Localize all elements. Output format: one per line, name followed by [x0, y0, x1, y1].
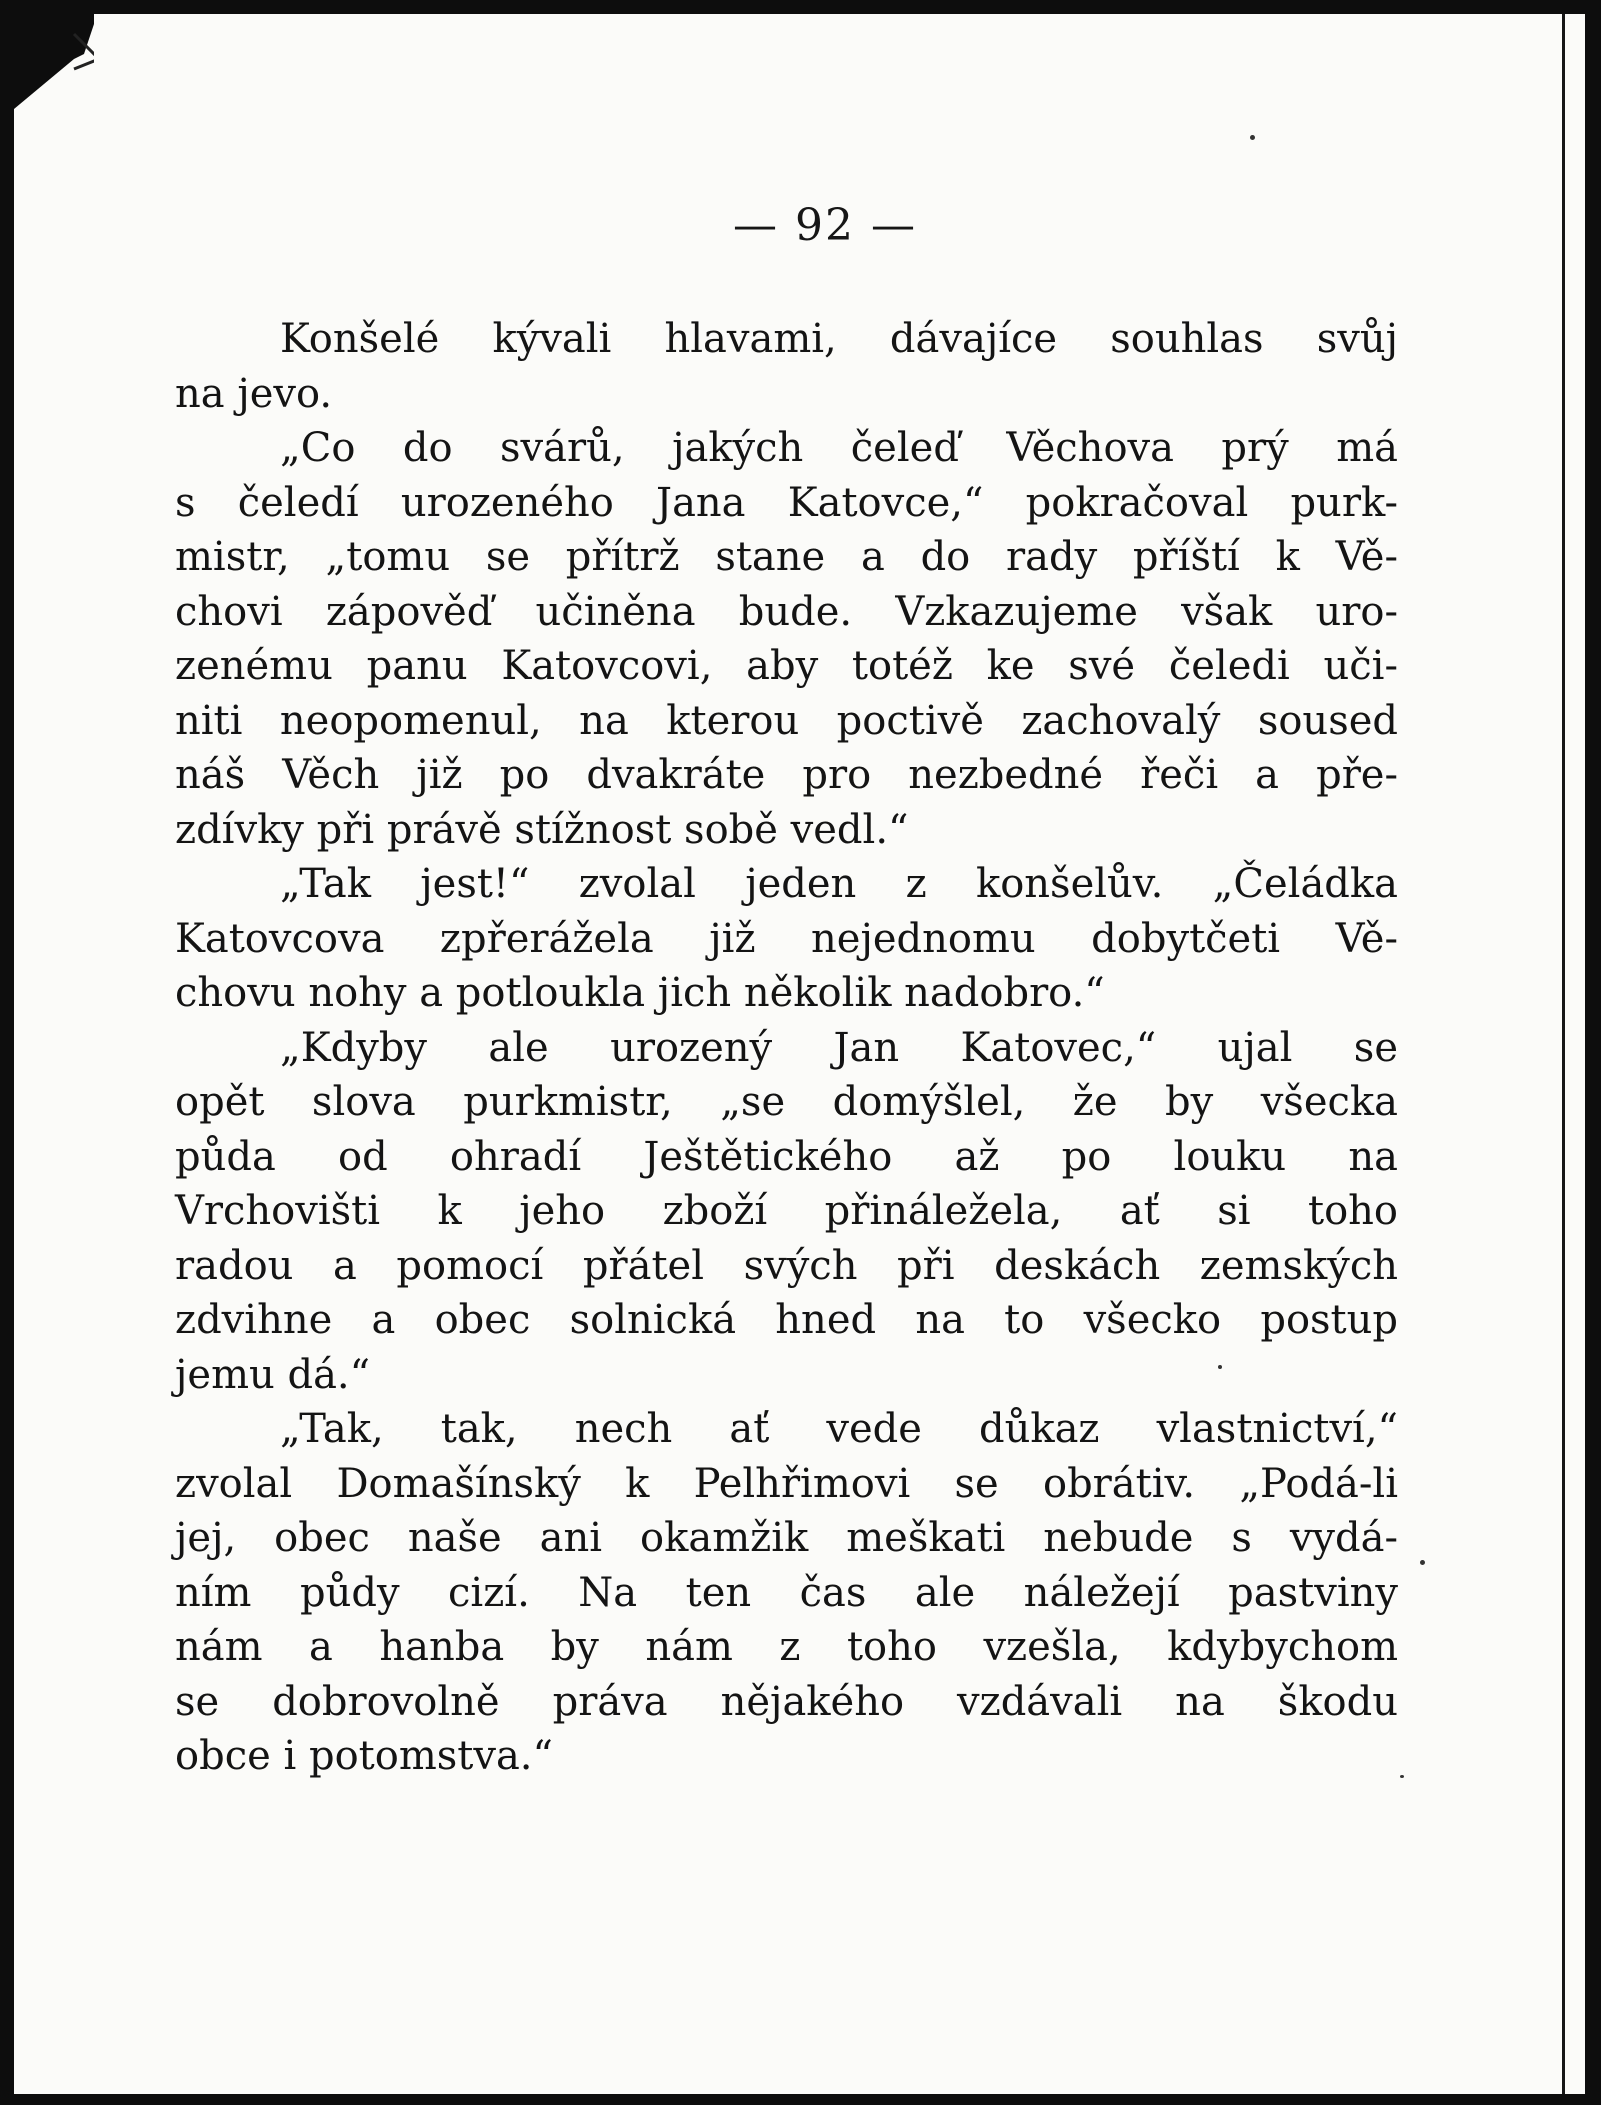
- text-line: zenému panu Katovcovi, aby totéž ke své čeledi uči-: [175, 643, 1398, 689]
- text-line: chovi zápověď učiněna bude. Vzkazujeme však uro-: [175, 588, 1398, 635]
- scan-speck: [1250, 135, 1255, 140]
- text-line: zvolal Domašínský k Pelhřimovi se obrátiv. „Podá-li: [175, 1460, 1398, 1507]
- scan-speck: [1218, 1365, 1222, 1369]
- text-line: radou a pomocí přátel svých při deskách zemských: [175, 1242, 1398, 1289]
- page-number: — 92 —: [733, 200, 917, 251]
- text-line: „Tak, tak, nech ať vede důkaz vlastnictví,“: [280, 1406, 1398, 1452]
- text-line: ním půdy cizí. Na ten čas ale náležejí pastviny: [175, 1569, 1398, 1616]
- text-line: zdvihne a obec solnická hned na to všecko postup: [175, 1297, 1398, 1343]
- scan-speck: [1420, 1560, 1425, 1565]
- text-line: mistr, „tomu se přítrž stane a do rady příští k Vě-: [175, 534, 1398, 580]
- text-line: „Co do svárů, jakých čeleď Věchova prý má: [280, 425, 1398, 471]
- text-line: nám a hanba by nám z toho vzešla, kdybychom: [175, 1624, 1398, 1670]
- text-line: Konšelé kývali hlavami, dávajíce souhlas svůj: [280, 316, 1398, 362]
- page-corner-fold: [14, 14, 94, 109]
- text-line: na jevo.: [175, 370, 333, 417]
- body-text: [175, 312, 1398, 1784]
- text-line: s čeledí urozeného Jana Katovce,“ pokračoval purk-: [175, 479, 1398, 526]
- page-right-edge: [1562, 14, 1585, 2094]
- text-line: obce i potomstva.“: [175, 1733, 553, 1779]
- text-line: Katovcova zpřerážela již nejednomu dobytčeti Vě-: [175, 915, 1398, 962]
- text-line: půda od ohradí Ještětického až po louku na: [175, 1133, 1398, 1180]
- text-line: „Tak jest!“ zvolal jeden z konšelův. „Čeládka: [280, 861, 1398, 907]
- text-line: niti neopomenul, na kterou poctivě zachovalý soused: [175, 697, 1398, 744]
- text-line: náš Věch již po dvakráte pro nezbedné řeči a pře-: [175, 752, 1398, 798]
- text-line: „Kdyby ale urozený Jan Katovec,“ ujal se: [280, 1024, 1398, 1071]
- text-line: jej, obec naše ani okamžik meškati nebude s vydá-: [175, 1515, 1398, 1561]
- text-line: jemu dá.“: [175, 1351, 371, 1398]
- text-line: Vrchovišti k jeho zboží přináležela, ať si toho: [175, 1188, 1398, 1234]
- text-line: se dobrovolně práva nějakého vzdávali na škodu: [175, 1678, 1398, 1725]
- text-line: zdívky při právě stížnost sobě vedl.“: [175, 806, 909, 853]
- scan-speck: [1400, 1775, 1404, 1778]
- text-line: chovu nohy a potloukla jich několik nadobro.“: [175, 970, 1105, 1016]
- text-line: opět slova purkmistr, „se domýšlel, že by všecka: [175, 1079, 1398, 1125]
